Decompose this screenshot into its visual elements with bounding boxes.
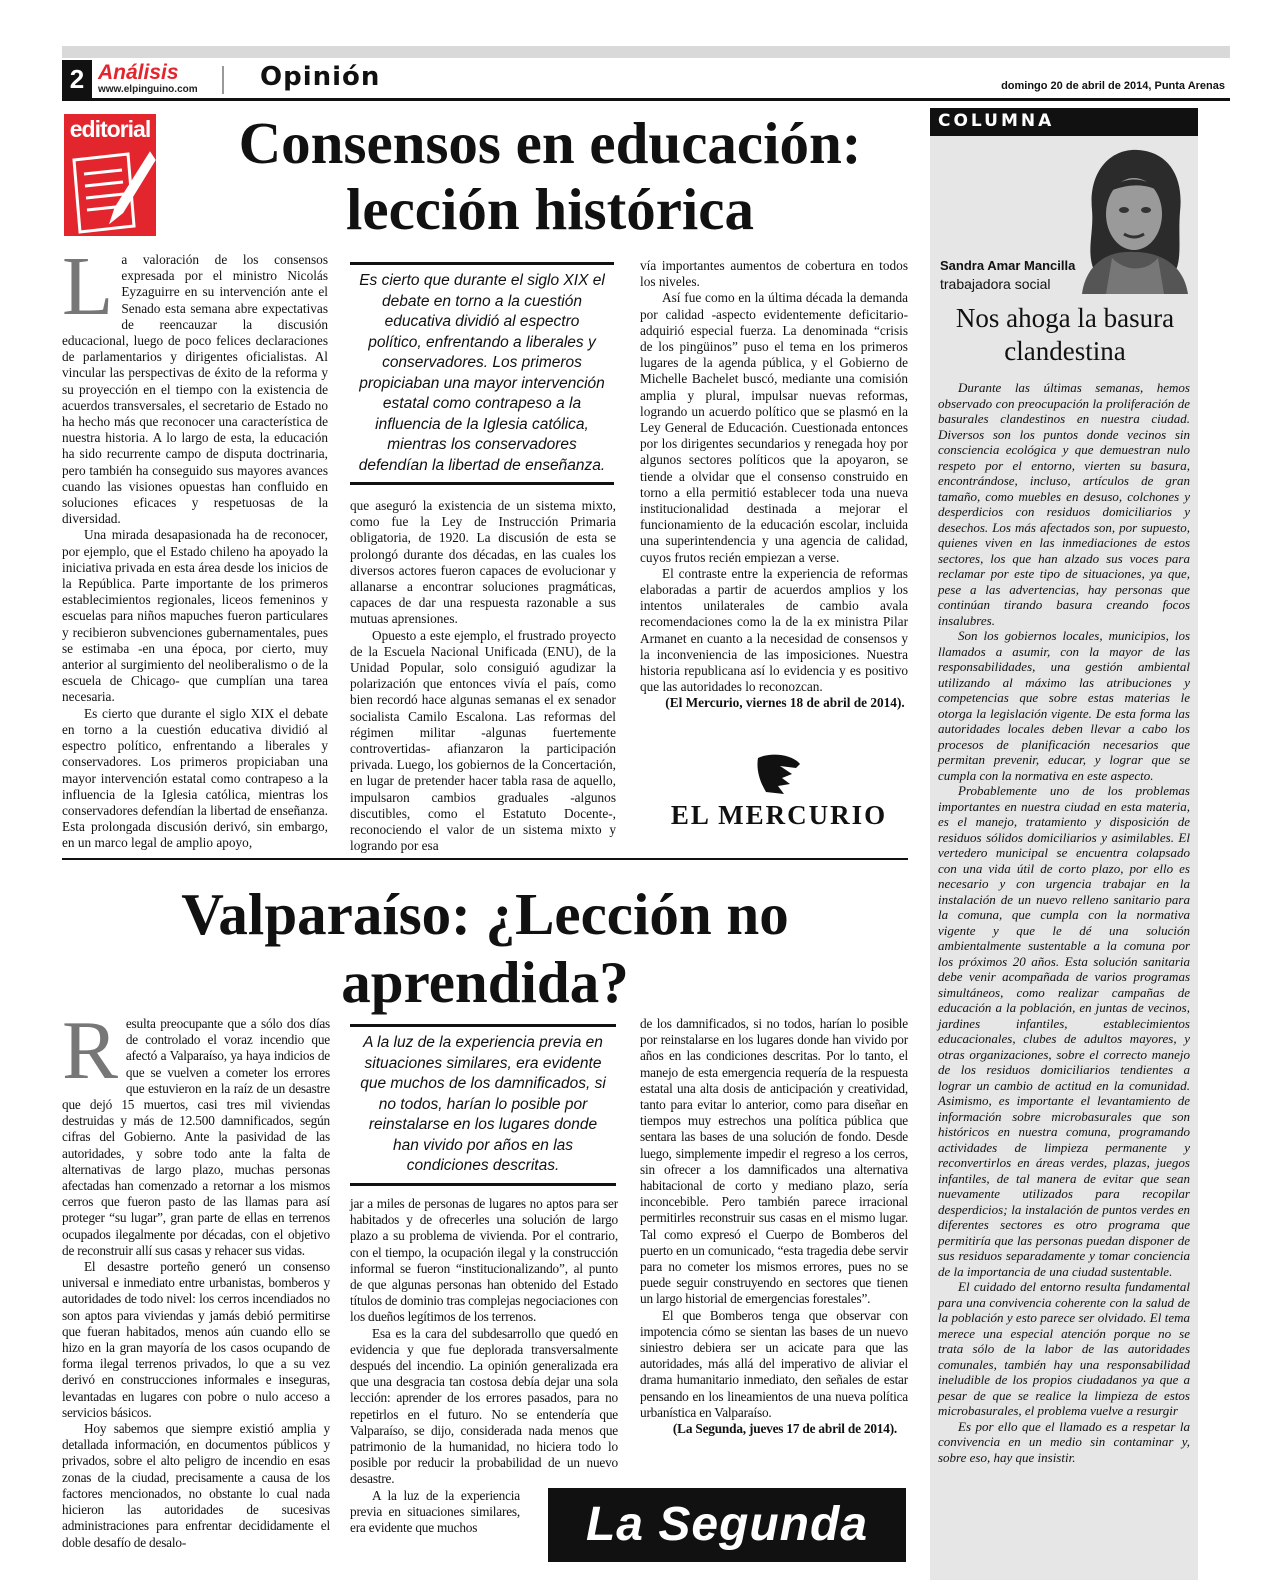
- article1-column-3: [640, 258, 908, 712]
- article1-column-1: [62, 240, 328, 852]
- paragraph: El cuidado del entorno resulta fundamental para una convivencia coherente con la salud de la población y esto parece ser olvidado. El tema merece una especial atención porque no se trata sólo de la labor de las autoridades comunales, también hay una responsabilidad ineludible de los propios ciudadanos ya que a pesar de que se realice la limpieza de estos microbasurales, el problema vuelve a resurgir: [938, 1279, 1190, 1418]
- brand-logo[interactable]: [98, 62, 208, 96]
- column-header: COLUMNA: [930, 108, 1198, 136]
- paragraph: a valoración de los consensos expresada por el ministro Nicolás Eyzaguirre en su intervención ante el Senado esta semana abre expectativas de reencauzar la discusión educacional, luego de poco felices declaraciones de parlamentarios y dirigentes oficialistas. Al vincular las perspectivas de éxito de la reforma y su proyección en el tiempo con la existencia de acuerdos transversales, el secretario de Estado no ha hecho más que reconocer una característica de nuestra historia. A lo largo de esta, la educación ha sido recurrente campo de disputa doctrinaria, pero también ha conseguido sus mayores avances cuando las visiones opuestas han confluido en soluciones eficaces y respetuosas de la diversidad.: [62, 252, 328, 527]
- author-name: Sandra Amar Mancilla: [940, 258, 1076, 273]
- article2-headline: [62, 880, 908, 1016]
- paragraph: que aseguró la existencia de un sistema mixto, como fue la Ley de Instrucción Primaria obligatoria, de 1920. La discusión de esta se prolongó durante dos décadas, en las cuales los diversos actores fueron capaces de evolucionar y allanarse a encontrar soluciones pragmáticas, capaces de dar una respuesta razonable a sus mutuas aprensiones.: [350, 498, 616, 627]
- paragraph: El contraste entre la experiencia de reformas elaboradas a partir de acuerdos amplios y los intentos unilaterales de cambio avala recomendaciones como la de la ex ministra Pilar Armanet en cuanto a la necesidad de consensos y la inconveniencia de las imposiciones. Nuestra historia republicana así lo evidencia y es positivo que las autoridades lo reconozcan.: [640, 565, 908, 695]
- mercury-head-icon: [660, 752, 898, 800]
- paragraph: de los damnificados, si no todos, harían lo posible por reinstalarse en los lugares donde han vivido por años en las condiciones descritas. Por lo tanto, el manejo de esta emergencia requería de la respuesta estatal una alta dosis de anticipación y creatividad, tanto para evitar lo anterior, como para diseñar en tiempos muy estrechos una política pública que sentara las bases de una solución de fondo. Desde luego, simplemente impedir el regreso a los cerros, sin ofrecer a los damnificados una alternativa habitacional de corto y mediano plazo, sería inconcebible. Pero también parece irracional permitirles reconstruir sus casas en el mismo lugar. Tal como expresó el Cuerpo de Bomberos del puerto en un comunicado, “esta tragedia debe servir para no cometer los mismos errores, pues no se puede seguir construyendo en sectores que tienen un largo historial de emergencias forestales”.: [640, 1016, 908, 1307]
- page-number: 2: [62, 60, 92, 98]
- column-title: Nos ahoga la basura clandestina: [955, 303, 1175, 366]
- author-role: trabajadora social: [940, 276, 1051, 292]
- paragraph: Es por ello que el llamado es a respetar la convivencia en un medio sin contaminar y, sobre eso, hay que insistir.: [938, 1418, 1190, 1465]
- header-rule: [62, 98, 1230, 101]
- article2-pullquote: A la luz de la experiencia previa en situaciones similares, era evidente que muchos de los damnificados, si no todos, harían lo posible por reinstalarse en los lugares donde han vivido por años en las condiciones descritas.: [350, 1024, 616, 1186]
- notepad-pen-icon: [64, 148, 156, 236]
- author-photo: [1072, 140, 1192, 294]
- paragraph: Probablemente uno de los problemas importantes en nuestra ciudad en esta materia, es el manejo, tratamiento y disposición de residuos sólidos domiciliarios y asimilables. El vertedero municipal se encuentra colapsado con una vida útil de corto plazo, por ello es necesario y con urgencia trabajar en la instalación de un nuevo relleno sanitario para la comuna, que cumpla con la normativa vigente y que le dé una solución ambientalmente sustentable a la comuna por los próximos 20 años. Esta solución sanitaria debe venir acompañada de varios programas simultáneos, como realizar campañas de educación a la población, en juntas de vecinos, jardines infantiles, establecimientos educacionales, clubes de adultos mayores, y otras organizaciones, sobre el correcto manejo de los residuos domiciliarios tendientes a lograr un cambio de actitud en la comunidad. Asimismo, es importante el levantamiento de información sobre microbasurales que son históricos en nuestra comuna, programando actividades de limpieza permanente y reconvertirlos en áreas verdes, plazas, juegos infantiles, de tal manera de evitar que sean nuevamente utilizados para recopilar desperdicios; la instalación de puntos verdes en diferentes sectores es otro programa que permitiría que las personas puedan disponer de sus residuos separadamente y tomar conciencia de la importancia de una ciudad sustentable.: [938, 783, 1190, 1279]
- article2-headline-line2: aprendida?: [341, 949, 629, 1015]
- paragraph: vía importantes aumentos de cobertura en todos los niveles.: [640, 258, 908, 290]
- article-divider: [62, 858, 908, 860]
- paragraph: jar a miles de personas de lugares no aptos para ser habitados y de ofrecerles una solución de largo plazo a su problema de vivienda. Por el contrario, con el tiempo, la ocupación ilegal y la construcción informal se fueron “institucionalizando”, al punto de que algunas personas han obtenido del Estado títulos de dominio tras complejas negociaciones con los dueños legítimos de los terrenos.: [350, 1196, 618, 1325]
- article2-column-2: [350, 1196, 618, 1536]
- article1-headline-line1: Consensos en educación:: [238, 110, 862, 176]
- column-body: [938, 380, 1190, 1465]
- la-segunda-logo: La Segunda: [548, 1488, 906, 1562]
- paragraph: Una mirada desapasionada ha de reconocer, por ejemplo, que el Estado chileno ha apoyado la iniciativa privada en esta área desde los inicios de la República. Parte importante de los primeros establecimientos regionales, liceos femeninos y escuelas para niños mapuches fueron particulares y recibieron subvenciones gubernamentales, pues se estimaba -en una época, por cierto, muy anterior al surgimiento del neoliberalismo o de la escuela de Chicago- que cumplían una tarea necesaria.: [62, 527, 328, 705]
- article1-headline-line2: lección histórica: [346, 176, 754, 242]
- brand-url: www.elpinguino.com: [98, 84, 198, 95]
- paragraph: Esa es la cara del subdesarrollo que quedó en evidencia y que fue deplorada transversalmente después del incendio. La opinión generalizada era que una desgracia tan costosa debía dejar una sola lección: aprender de los errores pasados, para no repetirlos en el futuro. No se entendería que Valparaíso, se dijo, considerada nada menos que patrimonio de la humanidad, no hiciera todo lo posible por reducir la probabilidad de un nuevo desastre.: [350, 1325, 618, 1487]
- header-bar: [62, 58, 1230, 98]
- paragraph: Durante las últimas semanas, hemos observado con preocupación la proliferación de basurales clandestinos en nuestra ciudad. Diversos son los puntos donde vecinos sin consciencia ecológica y que demuestran nulo respeto por el entorno, vierten su basura, encontrándose, incluso, artículos de gran tamaño, como muebles en desuso, colchones y desperdicios con residuos domiciliarios y desechos. Los más afectados son, por supuesto, quienes viven en las inmediaciones de estos sectores, los que han alzado sus voces para reclamar por este tipo de situaciones, ya que, pese a las advertencias, hay personas que continúan tirando basura creando focos insalubres.: [938, 380, 1190, 628]
- paragraph: esulta preocupante que a sólo dos días de controlado el voraz incendio que afectó a Valparaíso, ya haya indicios de que se vuelven a cometer los errores que estuvieron en la raíz de un desastre que dejó 15 muertos, casi tres mil viviendas destruidas y más de 12.500 damnificados, según cifras del Gobierno. Ante la pasividad de las autoridades, y sobre todo ante la falta de alternativas de largo plazo, muchas personas afectadas han comenzado a retornar a los mismos cerros que fueron pasto de las llamas para así proteger “su lugar”, gran parte de ellas en terrenos ocupados ilegalmente por décadas, con el objetivo de reconstruir allí sus casas y rehacer sus vidas.: [62, 1016, 330, 1258]
- article1-headline: [190, 110, 910, 242]
- dropcap: R: [62, 1004, 118, 1097]
- article2-column-1: [62, 1004, 330, 1551]
- paragraph: A la luz de la experiencia previa en situaciones similares, era evidente que muchos: [350, 1487, 520, 1536]
- brand-name: Análisis: [98, 61, 179, 84]
- article1-column-2: [350, 498, 616, 854]
- paragraph: Hoy sabemos que siempre existió amplia y detallada información, en documentos públicos y privados, sobre el alto peligro de incendio en esas zonas de la ciudad, precisamente a causa de los factores mencionados, no obstante lo cual nada hicieron las autoridades de sucesivas administraciones para enfrentar decididamente el doble desafío de desalo-: [62, 1421, 330, 1550]
- header-divider: [222, 66, 224, 94]
- article1-pullquote: Es cierto que durante el siglo XIX el debate en torno a la cuestión educativa dividió al espectro político, enfrentando a liberales y conservadores. Los primeros propiciaban una mayor intervención estatal como contrapeso a la influencia de la Iglesia católica, mientras los conservadores defendían la libertad de enseñanza.: [350, 262, 614, 485]
- section-title: Opinión: [260, 62, 381, 92]
- editorial-badge: [64, 114, 156, 236]
- issue-date: domingo 20 de abril de 2014, Punta Arenas: [1001, 80, 1225, 92]
- el-mercurio-logo: [660, 752, 898, 832]
- article2-source: (La Segunda, jueves 17 de abril de 2014).: [672, 1421, 898, 1437]
- paragraph: El desastre porteño generó un consenso universal e inmediato entre urbanistas, bomberos y autoridades de todo nivel: los cerros incendiados no son aptos para viviendas y jamás debió permitirse que fueran habitados, menos aún cuando ello se hizo en la gran mayoría de los casos ocupando de forma ilegal terrenos privados, lo que a su vez derivó en construcciones informales e inseguras, levantadas en lugares con pobre o nulo acceso a servicios básicos.: [62, 1259, 330, 1420]
- article2-headline-line1: Valparaíso: ¿Lección no: [181, 881, 789, 947]
- paragraph: Opuesto a este ejemplo, el frustrado proyecto de la Escuela Nacional Unificada (ENU), de la Unidad Popular, solo consiguió agudizar la polarización que entonces vivía el país, como bien recordó hace algunas semanas el ex senador socialista Camilo Escalona. Las reformas del régimen militar -algunas fuertemente controvertidas- afianzaron la participación privada. Luego, los gobiernos de la Concertación, en lugar de pretender hacer tabla rasa de aquello, impulsaron cambios graduales -algunos discutibles, como el Estatuto Docente-, reconociendo el valor de un sistema mixto y logrando por esa: [350, 627, 616, 854]
- paragraph: El que Bomberos tenga que observar con impotencia cómo se sientan las bases de un nuevo siniestro debiera ser un acicate para que las autoridades, más allá del imperativo de aliviar el drama humanitario inmediato, den señales de estar pensando en los lineamientos de una nueva política urbanística en Valparaíso.: [640, 1307, 908, 1420]
- editorial-label: editorial: [69, 116, 151, 142]
- el-mercurio-wordmark: EL MERCURIO: [670, 800, 888, 830]
- article1-source: (El Mercurio, viernes 18 de abril de 2014).: [665, 695, 905, 711]
- paragraph: Así fue como en la última década la demanda por calidad -aspecto evidentemente deficitario- adquirió especial fuerza. La denominada “crisis de los pingüinos” puso el tema en los primeros lugares de la agenda pública, y el Gobierno de Michelle Bachelet buscó, mediante una comisión amplia y plural, impulsar nuevas reformas, logrando un acuerdo político que se plasmó en la Ley General de Educación. Cuestionada entonces por los dirigentes secundarios y renegada hoy por algunos sectores políticos que la apoyaron, se tiende a olvidar que el consenso construido en torno a ella permitió establecer toda una nueva institucionalidad destinada a mejorar el funcionamiento de la educación escolar, incluida una superintendencia y una agencia de calidad, cuyos frutos recién empiezan a verse.: [640, 290, 908, 565]
- author-portrait-icon: [1072, 140, 1192, 294]
- paragraph: Son los gobiernos locales, municipios, los llamados a asumir, con la mayor de las responsabilidades, una gestión ambiental utilizando al máximo las atribuciones y competencias que sobre estas materias le otorga la legislación vigente. De esta forma las autoridades locales deben llevar a cabo los procesos de planificación necesarios que permitan prevenir, educar, y lograr que se cumpla con la normativa en este aspecto.: [938, 628, 1190, 783]
- paragraph: Es cierto que durante el siglo XIX el debate en torno a la cuestión educativa dividió al espectro político, enfrentando a liberales y conservadores. Los primeros propiciaban una mayor intervención estatal como contrapeso a la influencia de la Iglesia católica, mientras los conservadores defendían la libertad de enseñanza. Esta prolongada discusión derivó, sin embargo, en un marco legal de amplio apoyo,: [62, 705, 328, 851]
- dropcap: L: [62, 240, 114, 333]
- article2-column-3: [640, 1016, 908, 1437]
